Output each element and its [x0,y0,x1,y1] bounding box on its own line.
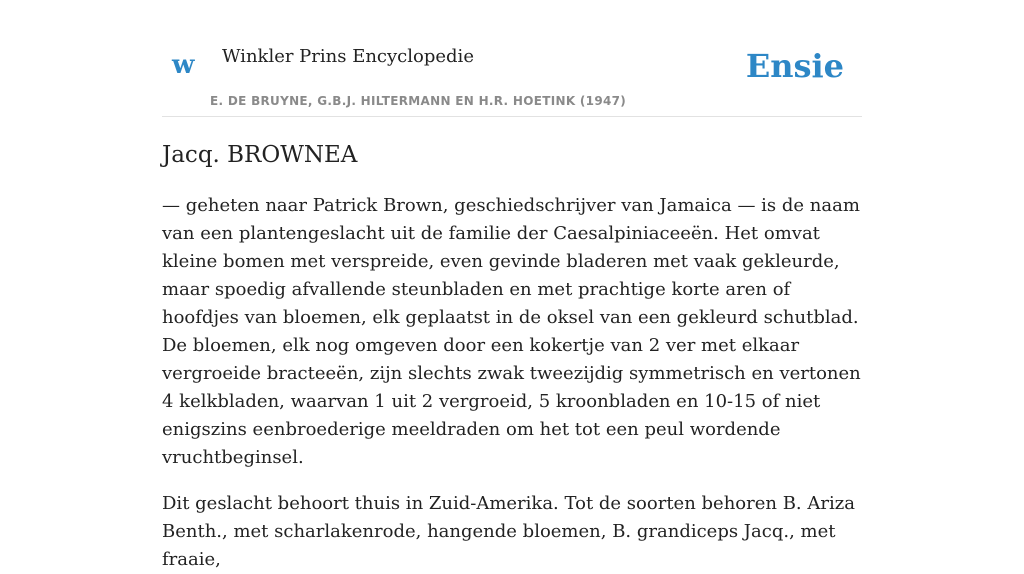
article [162,138,862,574]
article-title: Jacq. BROWNEA [162,142,358,168]
authors-line: E. DE BRUYNE, G.B.J. HILTERMANN EN H.R. HOETINK (1947) [210,94,627,108]
site-header [162,0,862,117]
encyclopedia-title[interactable]: Winkler Prins Encyclopedie [222,46,474,67]
ensie-logo[interactable]: Ensie [745,47,844,85]
article-paragraph: Dit geslacht behoort thuis in Zuid-Amerika. Tot de soorten behoren B. Ariza Benth., met scharlakenrode, hangende bloemen, B. grandiceps Jacq., met fraaie, [162,493,855,570]
winkler-prins-logo[interactable]: w [172,50,195,80]
article-paragraph: — geheten naar Patrick Brown, geschiedschrijver van Jamaica — is de naam van een plantengeslacht uit de familie der Caesalpiniaceeën. Het omvat kleine bomen met verspreide, even gevinde bladeren met vaak gekleurde, maar spoedig afvallende steunbladen en met prachtige korte aren of hoofdjes van bloemen, elk geplaatst in de oksel van een gekleurd schutblad. De bloemen, elk nog omgeven door een kokertje van 2 ver met elkaar vergroeide bracteeën, zijn slechts zwak tweezijdig symmetrisch en vertonen 4 kelkbladen, waarvan 1 uit 2 vergroeid, 5 kroonbladen en 10-15 of niet enigszins eenbroederige meeldraden om het tot een peul wordende vruchtbeginsel. [162,195,861,468]
